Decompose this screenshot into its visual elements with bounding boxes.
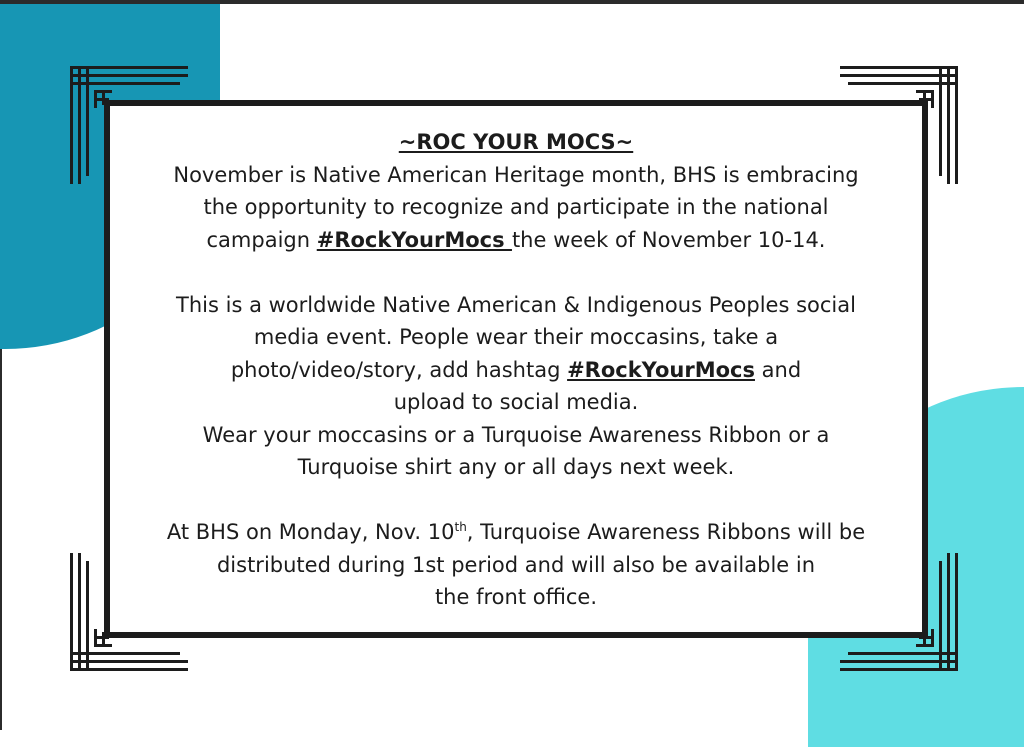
- ribbon-line-1: [110, 516, 922, 549]
- event-line-1: This is a worldwide Native American & Indigenous Peoples social: [176, 292, 856, 317]
- event-line-2: media event. People wear their moccasins, take a: [253, 325, 779, 349]
- intro-line-3: [110, 224, 922, 257]
- ordinal-suffix: th: [454, 520, 467, 534]
- event-line-5: Wear your moccasins or a Turquoise Awareness Ribbon or a: [202, 422, 830, 447]
- event-line-3: [110, 354, 922, 387]
- hashtag-link[interactable]: #RockYourMocs: [567, 357, 755, 382]
- flyer-content: [110, 126, 922, 614]
- intro-line-3-end: the week of November 10-14.: [511, 227, 826, 252]
- intro-line-1: November is Native American Heritage month, BHS is embracing: [173, 162, 859, 187]
- event-line-3-start: photo/video/story, add hashtag: [230, 357, 568, 382]
- intro-line-3-start: campaign: [206, 227, 317, 252]
- ribbon-line-2: distributed during 1st period and will also be available in: [216, 552, 816, 577]
- event-line-4: upload to social media.: [393, 390, 639, 414]
- event-line-3-end: and: [754, 357, 802, 382]
- ribbon-line-1-end: , Turquoise Awareness Ribbons will be: [466, 520, 866, 544]
- ribbon-line-3: the front office.: [434, 585, 598, 609]
- hashtag-link[interactable]: #RockYourMocs: [316, 227, 512, 252]
- paragraph-gap: [110, 256, 922, 289]
- paragraph-gap: [110, 484, 922, 517]
- flyer-card: [104, 100, 928, 638]
- intro-line-2: the opportunity to recognize and participate in the national: [203, 195, 829, 219]
- ribbon-line-1-start: At BHS on Monday, Nov. 10: [166, 520, 455, 544]
- event-line-6: Turquoise shirt any or all days next week.: [297, 455, 735, 479]
- flyer-title: ~ROC YOUR MOCS~: [398, 130, 634, 154]
